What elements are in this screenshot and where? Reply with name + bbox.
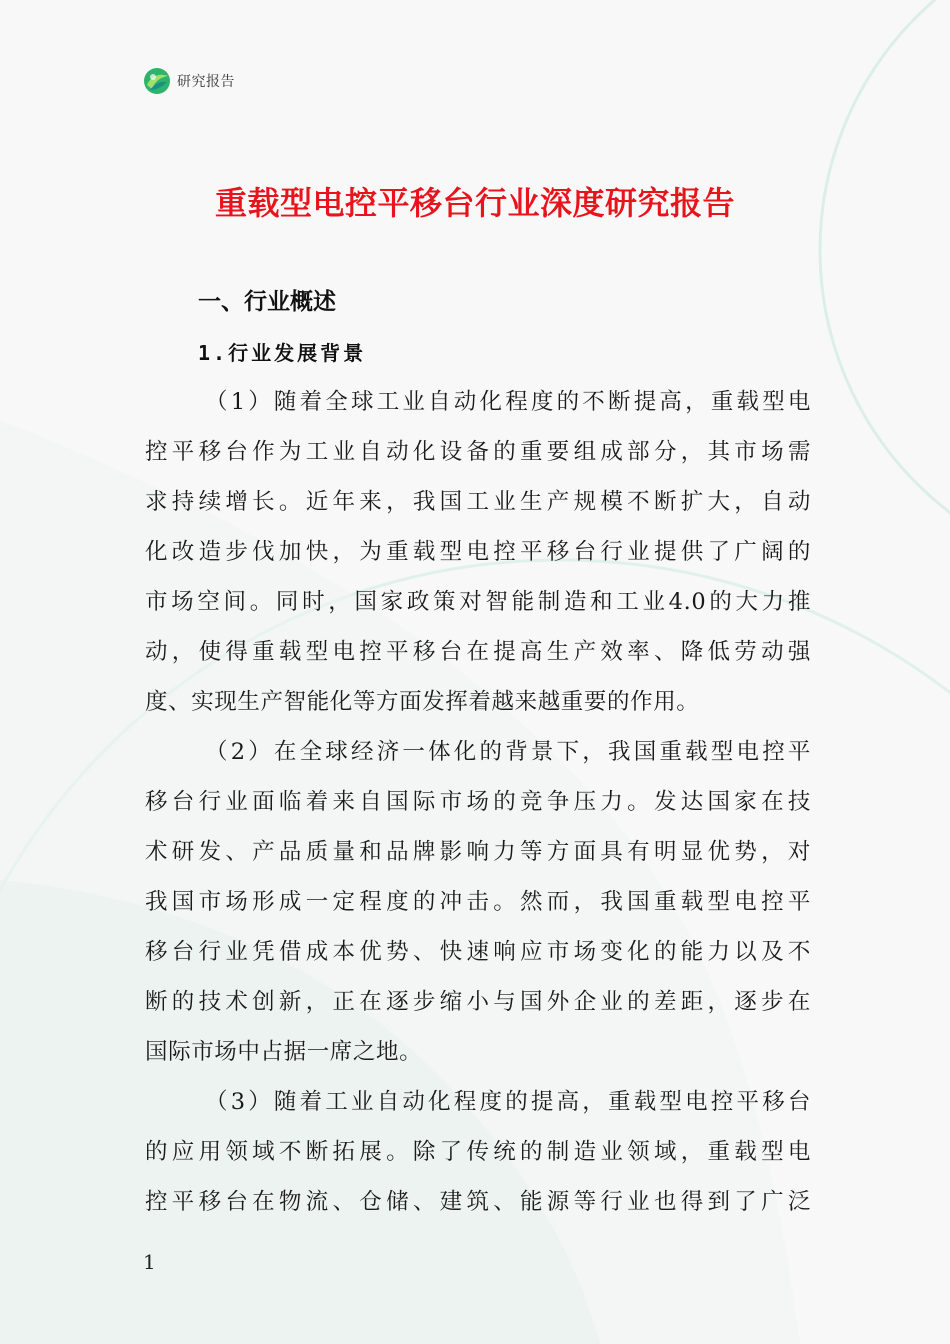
paragraph-3	[145, 1077, 811, 1227]
page-number: 1	[143, 1250, 156, 1274]
document-title: 重载型电控平移台行业深度研究报告	[214, 184, 735, 222]
paragraph-line: （1）随着全球工业自动化程度的不断提高，重载型电	[205, 389, 811, 415]
paragraph-line: 化改造步伐加快，为重载型电控平移台行业提供了广阔的	[145, 539, 811, 565]
paragraph-line: （2）在全球经济一体化的背景下，我国重载型电控平	[205, 739, 811, 765]
paragraph-line: 国际市场中占据一席之地。	[145, 1039, 423, 1065]
paragraph-line: （3）随着工业自动化程度的提高，重载型电控平移台	[205, 1089, 811, 1115]
paragraph-line: 断的技术创新，正在逐步缩小与国外企业的差距，逐步在	[145, 989, 811, 1015]
paragraph-line: 控平移台作为工业自动化设备的重要组成部分，其市场需	[145, 439, 811, 465]
paragraph-2	[145, 727, 811, 1077]
header-label: 研究报告	[177, 74, 235, 90]
paragraph-1	[145, 377, 811, 727]
paragraph-line: 求持续增长。近年来，我国工业生产规模不断扩大，自动	[145, 489, 811, 515]
section-heading: 一、行业概述	[198, 289, 336, 315]
paragraph-line: 市场空间。同时，国家政策对智能制造和工业4.0的大力推	[145, 589, 811, 615]
paragraph-line: 移台行业凭借成本优势、快速响应市场变化的能力以及不	[145, 939, 811, 965]
sub-heading: 1.行业发展背景	[198, 341, 367, 365]
paragraph-line: 控平移台在物流、仓储、建筑、能源等行业也得到了广泛	[145, 1189, 811, 1215]
paragraph-line: 动，使得重载型电控平移台在提高生产效率、降低劳动强	[145, 639, 811, 665]
paragraph-line: 度、实现生产智能化等方面发挥着越来越重要的作用。	[145, 689, 700, 715]
document-header	[143, 66, 235, 96]
paragraph-line: 移台行业面临着来自国际市场的竞争压力。发达国家在技	[145, 789, 811, 815]
paragraph-line: 术研发、产品质量和品牌影响力等方面具有明显优势，对	[145, 839, 811, 865]
paragraph-line: 的应用领域不断拓展。除了传统的制造业领域，重载型电	[145, 1139, 811, 1165]
green-swirl-logo-icon	[143, 67, 171, 95]
paragraph-line: 我国市场形成一定程度的冲击。然而，我国重载型电控平	[145, 889, 811, 915]
